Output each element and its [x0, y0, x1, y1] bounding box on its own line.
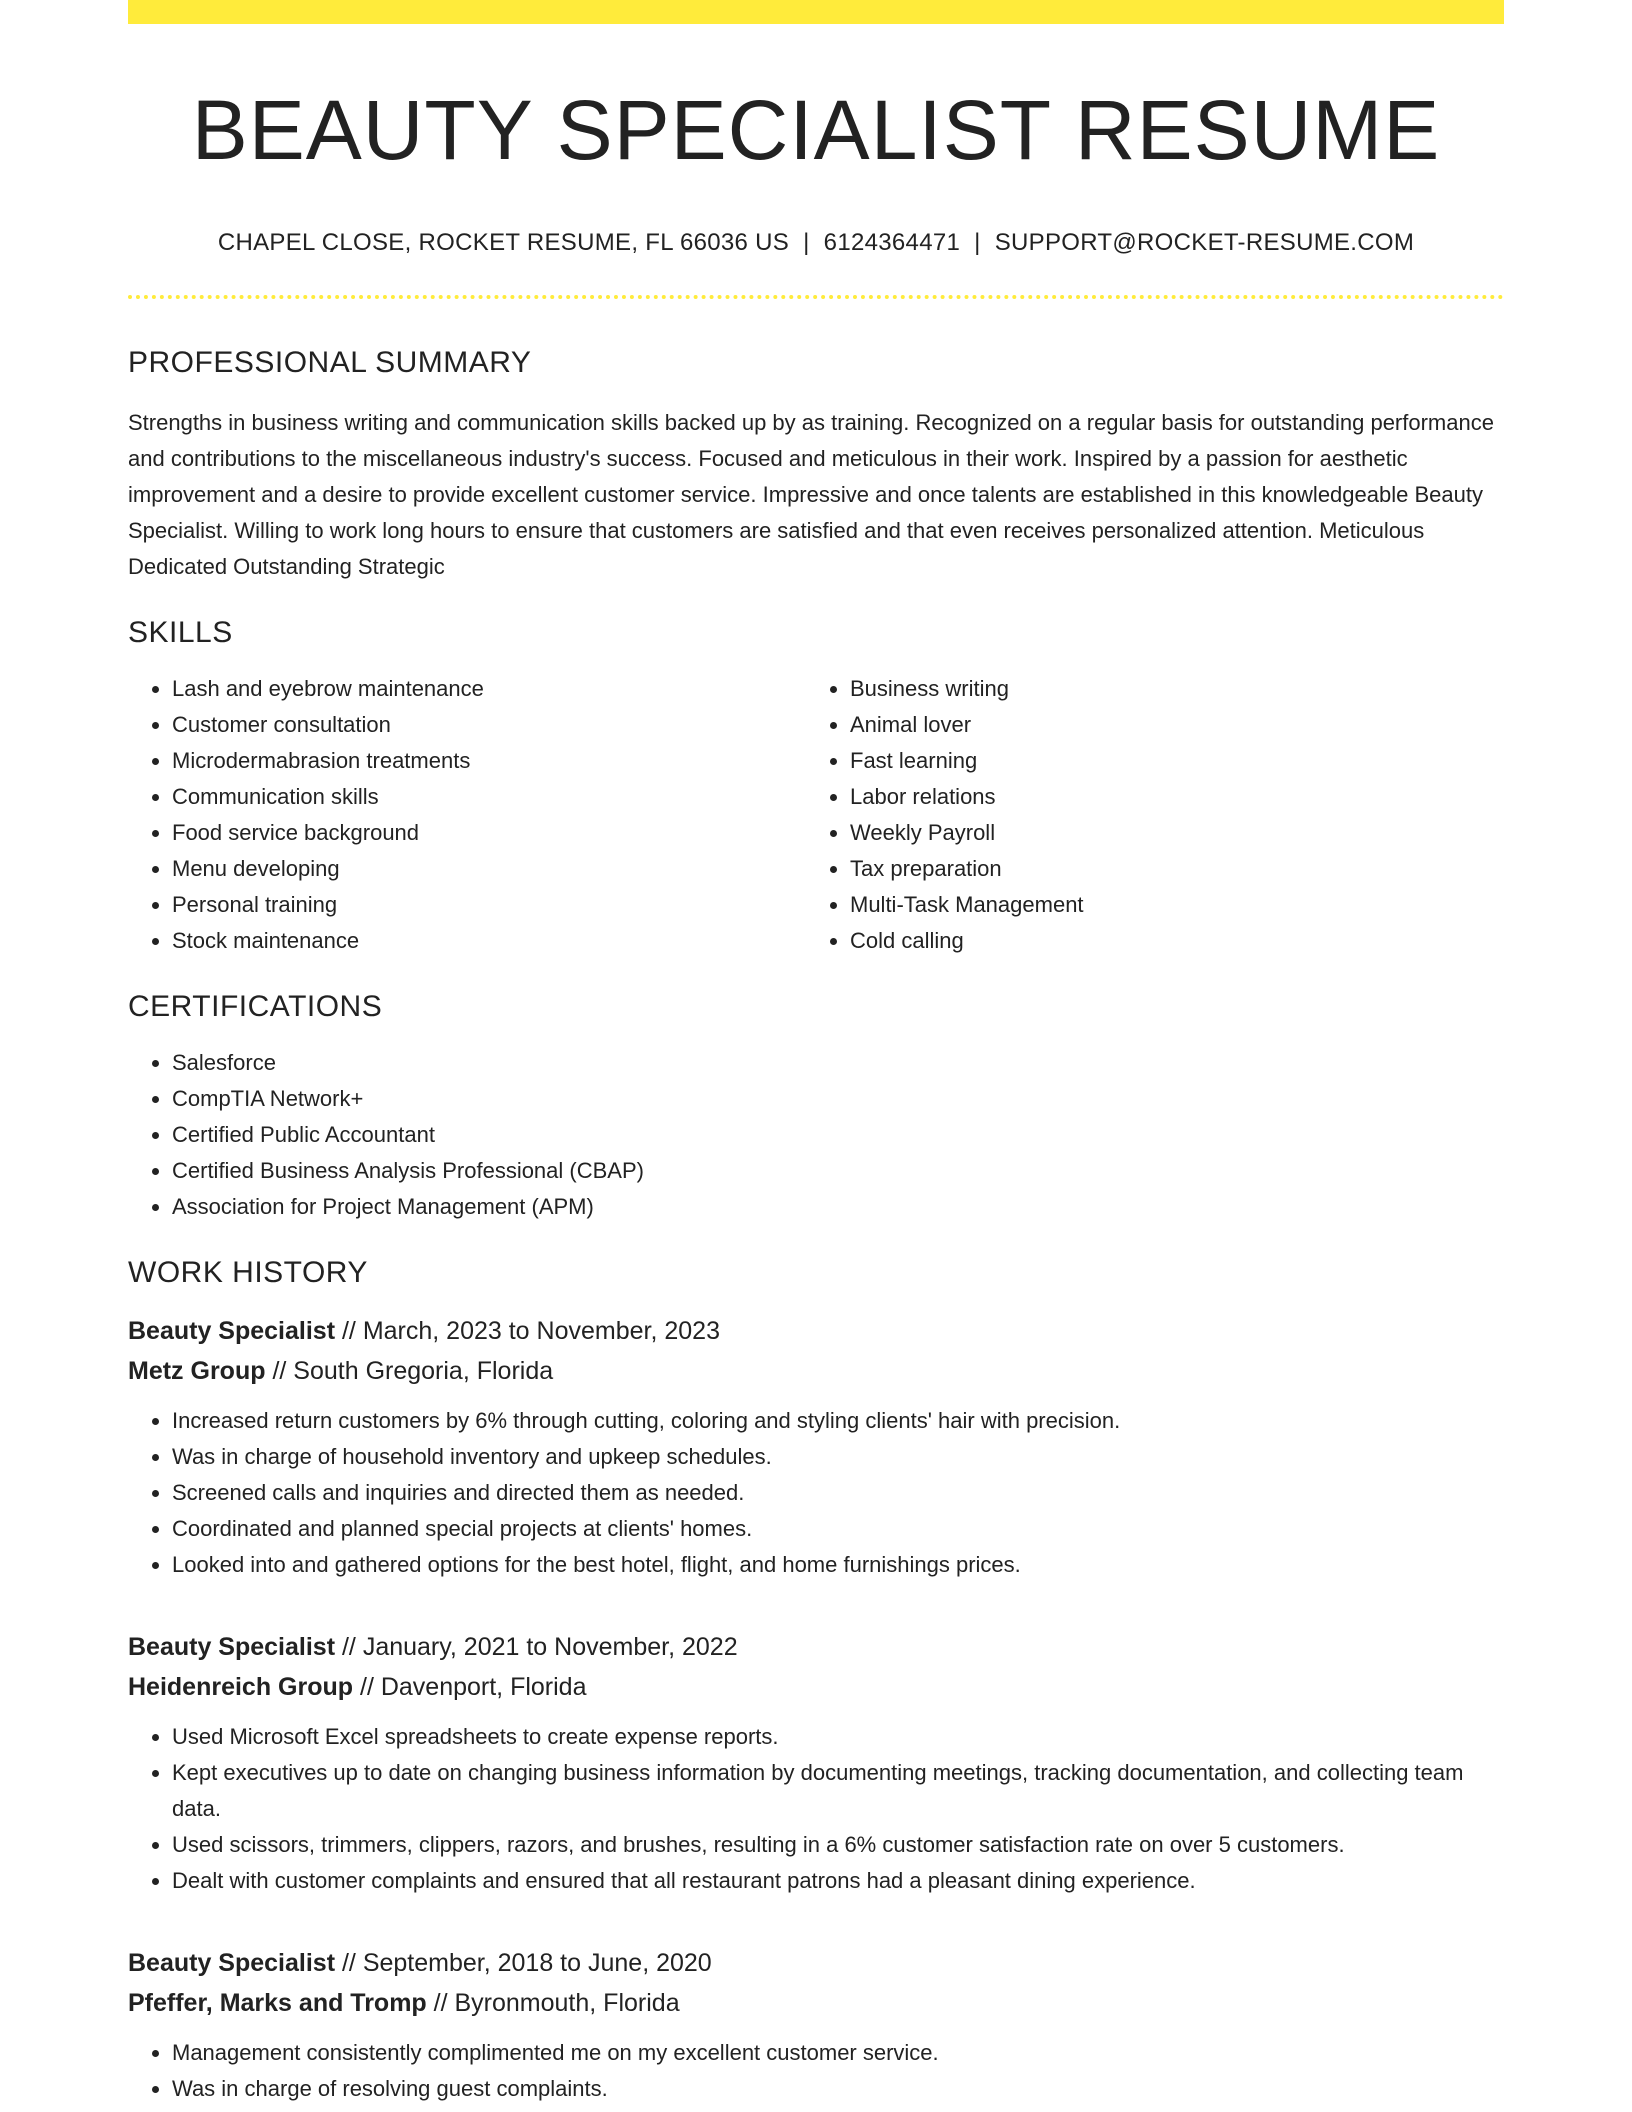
certification-item: • Certified Business Analysis Professional (CBAP) — [172, 1153, 1504, 1189]
skill-item: • Tax preparation — [850, 851, 1484, 887]
certification-item: • Association for Project Management (APM) — [172, 1189, 1504, 1225]
skill-item: • Lash and eyebrow maintenance — [172, 671, 806, 707]
job-bullet: • Used scissors, trimmers, clippers, razors, and brushes, resulting in a 6% customer satisfaction rate on over 5 customers. — [172, 1827, 1504, 1863]
job-bullets — [128, 2035, 1504, 2107]
certification-item: • Salesforce — [172, 1045, 1504, 1081]
job-bullet: • Coordinated and planned special projects at clients' homes. — [172, 1511, 1504, 1547]
skills-list-right — [806, 671, 1484, 959]
contact-address: CHAPEL CLOSE, ROCKET RESUME, FL 66036 US — [217, 228, 790, 256]
job-title: Beauty Specialist — [128, 1948, 336, 1977]
job-title-line — [128, 1311, 1504, 1351]
job-bullet: • Was in charge of resolving guest complaints. — [172, 2071, 1504, 2107]
job-title-line — [128, 1627, 1504, 1667]
certification-item: • Certified Public Accountant — [172, 1117, 1504, 1153]
contact-phone: 6124364471 — [823, 228, 961, 256]
job-bullets — [128, 1719, 1504, 1899]
work-history-heading: WORK HISTORY — [128, 1255, 368, 1289]
skill-item: • Cold calling — [850, 923, 1484, 959]
skill-item: • Business writing — [850, 671, 1484, 707]
job-entry — [128, 1311, 1504, 1583]
job-bullet: • Used Microsoft Excel spreadsheets to create expense reports. — [172, 1719, 1504, 1755]
job-bullet: • Management consistently complimented me on my excellent customer service. — [172, 2035, 1504, 2071]
resume-page — [128, 0, 1504, 2107]
summary-heading: PROFESSIONAL SUMMARY — [128, 345, 532, 379]
job-location: // Byronmouth, Florida — [433, 1988, 680, 2017]
skill-item: • Multi-Task Management — [850, 887, 1484, 923]
skill-item: • Microdermabrasion treatments — [172, 743, 806, 779]
skills-list-left — [128, 671, 806, 959]
job-bullet: • Kept executives up to date on changing business information by documenting meetings, tracking documentation, and collecting team data. — [172, 1755, 1504, 1827]
skill-item: • Labor relations — [850, 779, 1484, 815]
contact-separator: | — [803, 228, 810, 256]
accent-top-bar — [128, 0, 1504, 24]
contact-separator: | — [974, 228, 981, 256]
certifications-list — [128, 1045, 1504, 1225]
skill-item: • Stock maintenance — [172, 923, 806, 959]
skill-item: • Weekly Payroll — [850, 815, 1484, 851]
job-entry — [128, 1627, 1504, 1899]
job-bullets — [128, 1403, 1504, 1583]
job-location: // South Gregoria, Florida — [272, 1356, 554, 1385]
skill-item: • Animal lover — [850, 707, 1484, 743]
job-dates: // March, 2023 to November, 2023 — [341, 1316, 720, 1345]
job-bullet: • Increased return customers by 6% through cutting, coloring and styling clients' hair with precision. — [172, 1403, 1504, 1439]
skills-grid — [128, 651, 1504, 959]
certifications-heading: CERTIFICATIONS — [128, 989, 383, 1023]
job-company: Heidenreich Group — [128, 1672, 354, 1701]
skill-item: • Food service background — [172, 815, 806, 851]
job-dates: // September, 2018 to June, 2020 — [341, 1948, 712, 1977]
job-company-line — [128, 1667, 1504, 1707]
job-title: Beauty Specialist — [128, 1632, 336, 1661]
contact-line — [128, 229, 1504, 257]
job-bullet: • Screened calls and inquiries and directed them as needed. — [172, 1475, 1504, 1511]
resume-title: BEAUTY SPECIALIST RESUME — [191, 83, 1441, 177]
summary-text: Strengths in business writing and communication skills backed up by as training. Recognized on a regular basis for outstanding performance and contributions to the miscellaneous industry's success. Focused and meticulous in their work. Inspired by a passion for aesthetic improvement and a desire to provide excellent customer service. Impressive and once talents are established in this knowledgeable Beauty Specialist. Willing to work long hours to ensure that customers are satisfied and that even receives personalized attention. Meticulous Dedicated Outstanding Strategic — [128, 409, 1494, 579]
skill-item: • Fast learning — [850, 743, 1484, 779]
contact-email: SUPPORT@ROCKET-RESUME.COM — [994, 228, 1415, 256]
skill-item: • Customer consultation — [172, 707, 806, 743]
certification-item: • CompTIA Network+ — [172, 1081, 1504, 1117]
job-company: Metz Group — [128, 1356, 266, 1385]
job-dates: // January, 2021 to November, 2022 — [341, 1632, 738, 1661]
job-company-line — [128, 1983, 1504, 2023]
skill-item: • Personal training — [172, 887, 806, 923]
job-title: Beauty Specialist — [128, 1316, 336, 1345]
skill-item: • Menu developing — [172, 851, 806, 887]
job-bullet: • Looked into and gathered options for the best hotel, flight, and home furnishings prices. — [172, 1547, 1504, 1583]
skills-heading: SKILLS — [128, 615, 233, 649]
dotted-divider — [128, 295, 1504, 299]
job-company-line — [128, 1351, 1504, 1391]
skill-item: • Communication skills — [172, 779, 806, 815]
job-entry — [128, 1943, 1504, 2107]
job-location: // Davenport, Florida — [360, 1672, 587, 1701]
job-company: Pfeffer, Marks and Tromp — [128, 1988, 427, 2017]
job-bullet: • Was in charge of household inventory and upkeep schedules. — [172, 1439, 1504, 1475]
job-title-line — [128, 1943, 1504, 1983]
job-bullet: • Dealt with customer complaints and ensured that all restaurant patrons had a pleasant dining experience. — [172, 1863, 1504, 1899]
